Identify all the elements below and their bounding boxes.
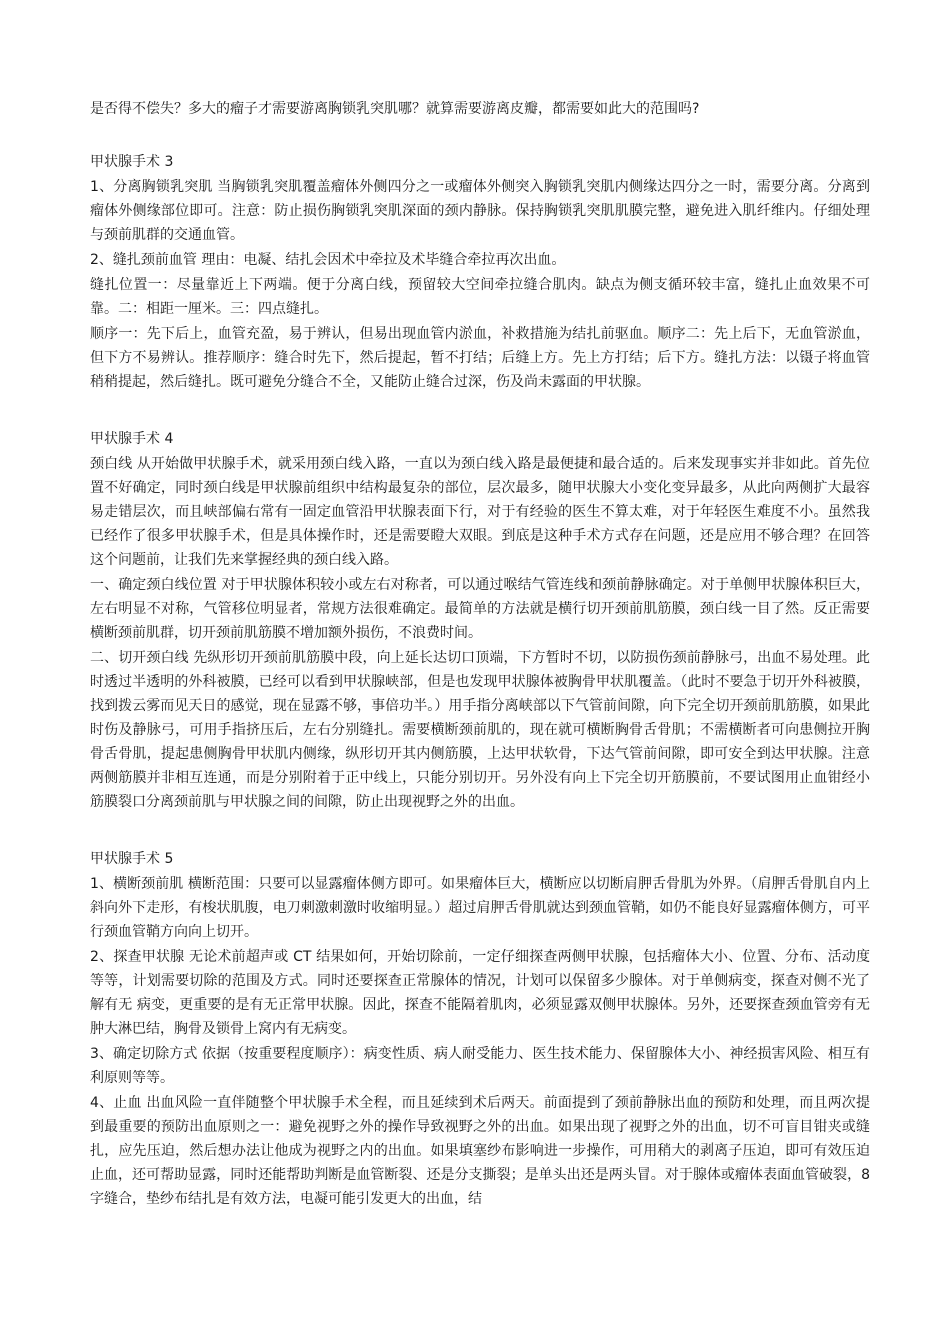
section-thyroid-surgery-3 bbox=[90, 150, 870, 394]
section-thyroid-surgery-4 bbox=[90, 427, 870, 814]
paragraph: 颈白线 从开始做甲状腺手术，就采用颈白线入路，一直以为颈白线入路是最便捷和最合适的。后来发现事实并非如此。首先位置不好确定，同时颈白线是甲状腺前组织中结构最复杂的部位，层次最多，随甲状腺大小变化变异最多，从此向两侧扩大最容易走错层次，而且峡部偏右常有一固定血管沿甲状腺表面下行，对于有经验的医生不算太难，对于年轻医生难度不小。虽然我已经作了很多甲状腺手术，但是具体操作时，还是需要瞪大双眼。到底是这种手术方式存在问题，还是应用不够合理？在回答这个问题前，让我们先来掌握经典的颈白线入路。 bbox=[90, 456, 870, 568]
paragraph: 2、探查甲状腺 无论术前超声或 CT 结果如何，开始切除前，一定仔细探查两侧甲状腺，包括瘤体大小、位置、分布、活动度等等，计划需要切除的范围及方式。同时还要探查正常腺体的情况，计划可以保留多少腺体。对于单侧病变，探查对侧不光了解有无 病变，更重要的是有无正常甲状腺。因此，探查不能隔着肌肉，必须显露双侧甲状腺体。另外，还要探查颈血管旁有无肿大淋巴结，胸骨及锁骨上窝内有无病变。 bbox=[90, 949, 870, 1037]
paragraph: 1、分离胸锁乳突肌 当胸锁乳突肌覆盖瘤体外侧四分之一或瘤体外侧突入胸锁乳突肌内侧缘达四分之一时，需要分离。分离到瘤体外侧缘部位即可。注意：防止损伤胸锁乳突肌深面的颈内静脉。保持胸锁乳突肌肌膜完整，避免进入肌纤维内。仔细处理与颈前肌群的交通血管。 bbox=[90, 179, 870, 243]
paragraph: 一、确定颈白线位置 对于甲状腺体积较小或左右对称者，可以通过喉结气管连线和颈前静脉确定。对于单侧甲状腺体积巨大，左右明显不对称，气管移位明显者，常规方法很难确定。最简单的方法就是横行切开颈前肌筋膜，颈白线一目了然。反正需要横断颈前肌群，切开颈前肌筋膜不增加额外损伤，不浪费时间。 bbox=[90, 577, 870, 641]
section-title: 甲状腺手术 5 bbox=[90, 851, 174, 867]
section-title: 甲状腺手术 3 bbox=[90, 154, 174, 170]
paragraph: 缝扎位置一：尽量靠近上下两端。便于分离白线，预留较大空间牵拉缝合肌肉。缺点为侧支循环较丰富，缝扎止血效果不可靠。二：相距一厘米。三：四点缝扎。 bbox=[90, 277, 870, 317]
paragraph: 二、切开颈白线 先纵形切开颈前肌筋膜中段，向上延长达切口顶端，下方暂时不切，以防损伤颈前静脉弓，出血不易处理。此时透过半透明的外科被膜，已经可以看到甲状腺峡部，但是也发现甲状腺体被胸骨甲状肌覆盖。（此时不要急于切开外科被膜，找到拨云雾而见天日的感觉，现在显露不够，事倍功半。）用手指分离峡部以下气管前间隙，向下完全切开颈前肌筋膜，如果此时伤及静脉弓，可用手指挤压后，左右分别缝扎。需要横断颈前肌的，现在就可横断胸骨舌骨肌；不需横断者可向患侧拉开胸骨舌骨肌，提起患侧胸骨甲状肌内侧缘，纵形切开其内侧筋膜，上达甲状软骨，下达气管前间隙，即可安全到达甲状腺。注意两侧筋膜并非相互连通，而是分别附着于正中线上，只能分别切开。另外没有向上下完全切开筋膜前，不要试图用止血钳经小筋膜裂口分离颈前肌与甲状腺之间的间隙，防止出现视野之外的出血。 bbox=[90, 650, 870, 810]
paragraph: 4、止血 出血风险一直伴随整个甲状腺手术全程，而且延续到术后两天。前面提到了颈前静脉出血的预防和处理，而且两次提到最重要的预防出血原则之一：避免视野之外的操作导致视野之外的出血。如果出现了视野之外的出血，切不可盲目钳夹或缝扎，应先压迫，然后想办法让他成为视野之内的出血。如果填塞纱布影响进一步操作，可用稍大的剥离子压迫，即可有效压迫止血，还可帮助显露，同时还能帮助判断是血管断裂、还是分支撕裂；是单头出还是两头冒。对于腺体或瘤体表面血管破裂，8 字缝合，垫纱布结扎是有效方法，电凝可能引发更大的出血，结 bbox=[90, 1095, 870, 1207]
paragraph: 1、横断颈前肌 横断范围：只要可以显露瘤体侧方即可。如果瘤体巨大，横断应以切断肩胛舌骨肌为外界。（肩胛舌骨肌自内上斜向外下走形，有梭状肌腹，电刀刺激刺激时收缩明显。）超过肩胛舌骨肌就达到颈血管鞘，如仍不能良好显露瘤体侧方，可平行颈血管鞘方向向上切开。 bbox=[90, 876, 870, 940]
document-page bbox=[90, 98, 870, 1244]
intro-line: 是否得不偿失？多大的瘤子才需要游离胸锁乳突肌哪？就算需要游离皮瓣，都需要如此大的范围吗? bbox=[90, 101, 700, 117]
paragraph: 2、缝扎颈前血管 理由：电凝、结扎会因术中牵拉及术毕缝合牵拉再次出血。 bbox=[90, 252, 566, 268]
paragraph: 顺序一：先下后上，血管充盈，易于辨认，但易出现血管内淤血，补救措施为结扎前驱血。顺序二：先上后下，无血管淤血，但下方不易辨认。推荐顺序：缝合时先下，然后提起，暂不打结；后缝上方。先上方打结；后下方。缝扎方法：以镊子将血管稍稍提起，然后缝扎。既可避免分缝合不全，又能防止缝合过深，伤及尚未露面的甲状腺。 bbox=[90, 326, 870, 390]
section-title: 甲状腺手术 4 bbox=[90, 431, 174, 447]
paragraph: 3、确定切除方式 依据（按重要程度顺序）：病变性质、病人耐受能力、医生技术能力、保留腺体大小、神经损害风险、相互有利原则等等。 bbox=[90, 1046, 870, 1086]
section-thyroid-surgery-5 bbox=[90, 847, 870, 1211]
